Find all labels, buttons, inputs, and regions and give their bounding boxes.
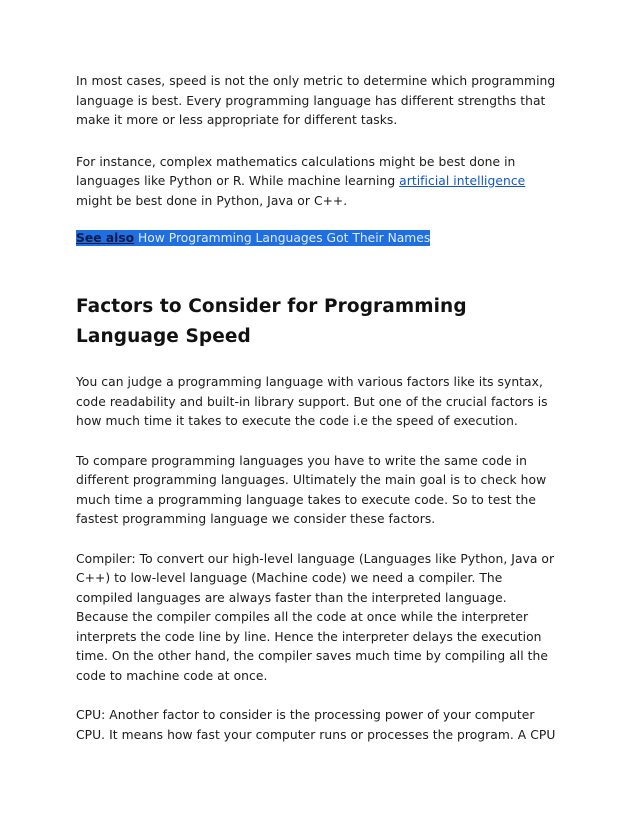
paragraph-use-cases-text-1: For instance, complex mathematics calculations might be best done in languages like Python or R. While machine learning [76,154,516,188]
see-also-link[interactable] [76,230,430,246]
section-heading: Factors to Consider for Programming Language Speed [76,296,467,347]
paragraph-compiler: Compiler: To convert our high-level language (Languages like Python, Java or C++) to low-level language (Machine code) we need a compiler. The compiled languages are always faster than the interpreted language. Because the compiler compiles all the code at once while the interpreter interprets the code line by line. Hence the interpreter delays the execution time. On the other hand, the compiler saves much time by compiling all the code to machine code at once. [76,551,555,683]
see-also-article-title[interactable]: How Programming Languages Got Their Names [134,231,431,245]
see-also-label[interactable]: See also [76,231,135,245]
paragraph-comparison: To compare programming languages you have to write the same code in different programming languages. Ultimately the main goal is to check how much time a programming language takes to execute code. So to test the fastest programming language we consider these factors. [76,453,547,526]
paragraph-use-cases [76,153,562,212]
paragraph-judging-factors: You can judge a programming language with various factors like its syntax, code readability and built-in library support. But one of the crucial factors is how much time it takes to execute the code i.e the speed of execution. [76,375,548,428]
paragraph-speed-metric: In most cases, speed is not the only metric to determine which programming language is best. Every programming language has different strengths that make it more or less appropriate for different tasks. [76,74,556,127]
see-also-block [76,227,562,247]
paragraph-cpu: CPU: Another factor to consider is the processing power of your computer CPU. It means how fast your computer runs or processes the program. A CPU [76,708,556,742]
paragraph-use-cases-text-2: might be best done in Python, Java or C++. [76,193,348,208]
artificial-intelligence-link[interactable]: artificial intelligence [399,174,526,188]
